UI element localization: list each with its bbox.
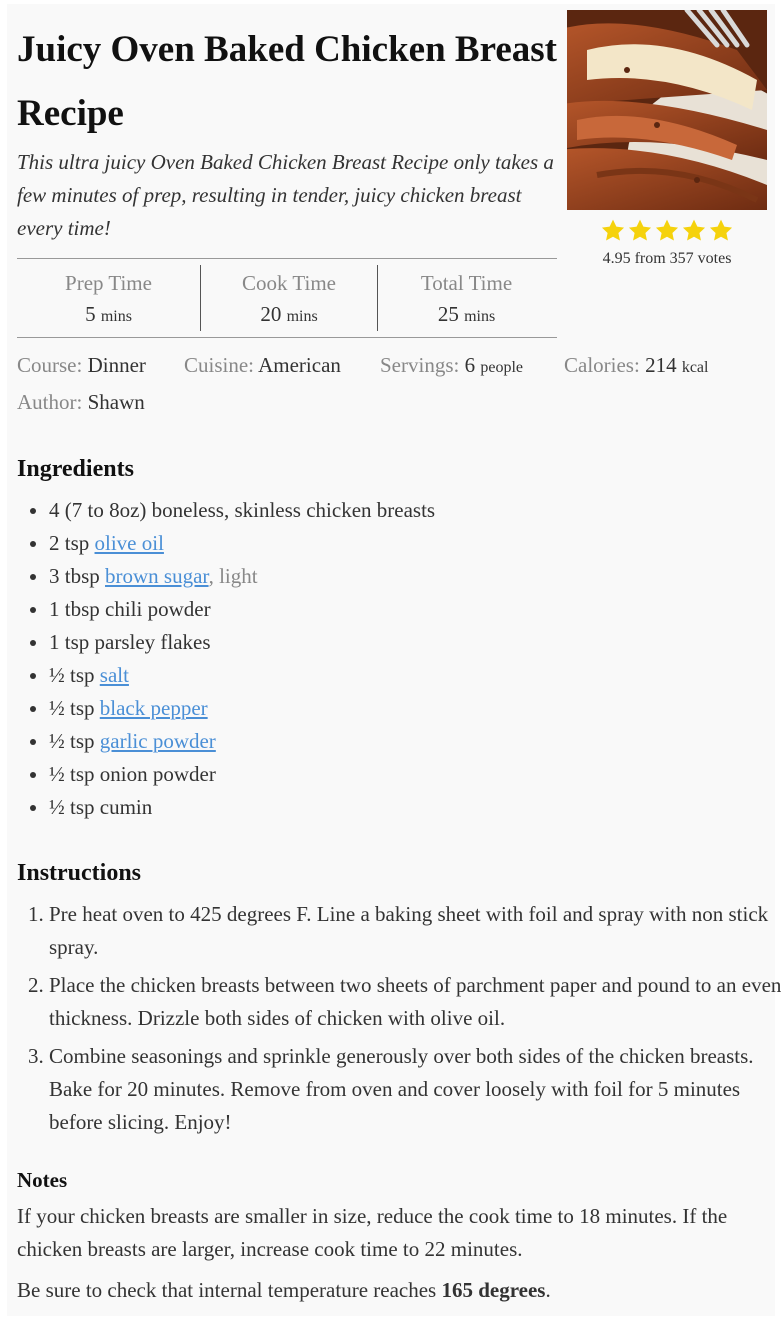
total-time-unit: mins <box>464 308 496 325</box>
note-temperature: 165 degrees <box>441 1278 546 1302</box>
servings-label: Servings: <box>380 353 460 377</box>
cuisine-label: Cuisine: <box>184 353 255 377</box>
ingredient-link[interactable]: black pepper <box>99 696 208 720</box>
cook-time-number: 20 <box>260 302 282 326</box>
recipe-title: Juicy Oven Baked Chicken Breast Recipe <box>17 29 557 134</box>
ingredient-amount: 2 tsp <box>49 531 95 555</box>
calories-label: Calories: <box>564 353 640 377</box>
servings-unit: people <box>480 359 523 376</box>
recipe-card <box>7 4 781 1316</box>
ingredient-item: • 1 tbsp chili powder <box>49 593 781 626</box>
star-rating[interactable] <box>567 218 767 248</box>
ingredient-item <box>49 560 781 593</box>
calories-value: 214 <box>645 353 677 377</box>
calories <box>564 348 708 385</box>
star-icon[interactable] <box>600 218 626 244</box>
star-icon[interactable] <box>627 218 653 244</box>
instructions-list <box>17 898 781 1144</box>
meta-row-author <box>17 385 757 420</box>
ingredient-item <box>49 692 781 725</box>
cook-time-label: Cook Time <box>242 271 336 295</box>
rating-votes: 4.95 from 357 votes <box>602 250 732 267</box>
notes-heading: Notes <box>17 1168 68 1192</box>
prep-time-label: Prep Time <box>65 271 152 295</box>
course-value: Dinner <box>87 353 146 377</box>
cuisine-value: American <box>258 353 341 377</box>
ingredient-link[interactable]: olive oil <box>94 531 164 555</box>
author-value: Shawn <box>87 390 145 414</box>
author <box>17 385 145 420</box>
ingredient-item: • 4 (7 to 8oz) boneless, skinless chicken breasts <box>49 494 781 527</box>
ingredient-item: • ½ tsp cumin <box>49 791 781 824</box>
ingredients-heading: Ingredients <box>17 456 134 482</box>
ingredient-amount: ½ tsp <box>49 663 100 687</box>
chicken-breast-photo[interactable] <box>567 10 767 210</box>
note-paragraph-temperature <box>17 1274 765 1307</box>
star-icon[interactable] <box>681 218 707 244</box>
recipe-rating <box>567 218 767 268</box>
ingredient-note: , light <box>208 564 258 588</box>
ingredient-link[interactable]: salt <box>99 663 129 687</box>
instruction-step: 2. Place the chicken breasts between two sheets of parchment paper and pound to an even thickness. Drizzle both sides of chicken with olive oil. <box>49 969 781 1035</box>
course <box>17 348 184 385</box>
star-icon[interactable] <box>654 218 680 244</box>
ingredient-item: • 1 tsp parsley flakes <box>49 626 781 659</box>
servings <box>380 348 564 385</box>
instruction-step: 1. Pre heat oven to 425 degrees F. Line a baking sheet with foil and spray with non stick spray. <box>49 898 781 964</box>
star-icon[interactable] <box>708 218 734 244</box>
note-text: Be sure to check that internal temperature reaches <box>17 1278 442 1302</box>
cook-time-value <box>201 299 377 332</box>
recipe-summary: This ultra juicy Oven Baked Chicken Breast Recipe only takes a few minutes of prep, resulting in tender, juicy chicken breast every time! <box>17 150 554 240</box>
recipe-times <box>17 258 557 338</box>
note-paragraph: If your chicken breasts are smaller in size, reduce the cook time to 18 minutes. If the chicken breasts are larger, increase cook time to 22 minutes. <box>17 1204 728 1261</box>
total-time <box>377 265 555 331</box>
ingredient-link[interactable]: brown sugar <box>105 564 209 588</box>
ingredient-item <box>49 527 781 560</box>
prep-time-number: 5 <box>85 302 96 326</box>
cuisine <box>184 348 380 385</box>
prep-time-unit: mins <box>100 308 132 325</box>
total-time-value <box>378 299 555 332</box>
author-label: Author: <box>17 390 83 414</box>
ingredient-item <box>49 659 781 692</box>
instruction-step: 3. Combine seasonings and sprinkle generously over both sides of the chicken breasts. Bake for 20 minutes. Remove from oven and cover loosely with foil for 5 minutes before slicing. Enjoy! <box>49 1040 781 1139</box>
total-time-number: 25 <box>437 302 459 326</box>
cook-time-unit: mins <box>286 308 318 325</box>
ingredient-item <box>49 725 781 758</box>
ingredients-list <box>17 494 781 824</box>
prep-time-value <box>17 299 200 332</box>
recipe-meta <box>17 348 757 420</box>
course-label: Course: <box>17 353 83 377</box>
note-end: . <box>545 1278 551 1302</box>
recipe-notes <box>17 1200 765 1315</box>
servings-value: 6 <box>464 353 476 377</box>
cook-time <box>200 265 377 331</box>
chicken-breast-image <box>567 10 767 210</box>
calories-unit: kcal <box>681 359 709 376</box>
ingredient-item: • ½ tsp onion powder <box>49 758 781 791</box>
instructions-heading: Instructions <box>17 860 142 886</box>
ingredient-link[interactable]: garlic powder <box>99 729 216 753</box>
ingredient-amount: ½ tsp <box>49 696 100 720</box>
total-time-label: Total Time <box>420 271 513 295</box>
prep-time <box>17 259 200 337</box>
ingredient-amount: ½ tsp <box>49 729 100 753</box>
meta-row <box>17 348 757 385</box>
ingredient-amount: 3 tbsp <box>49 564 106 588</box>
